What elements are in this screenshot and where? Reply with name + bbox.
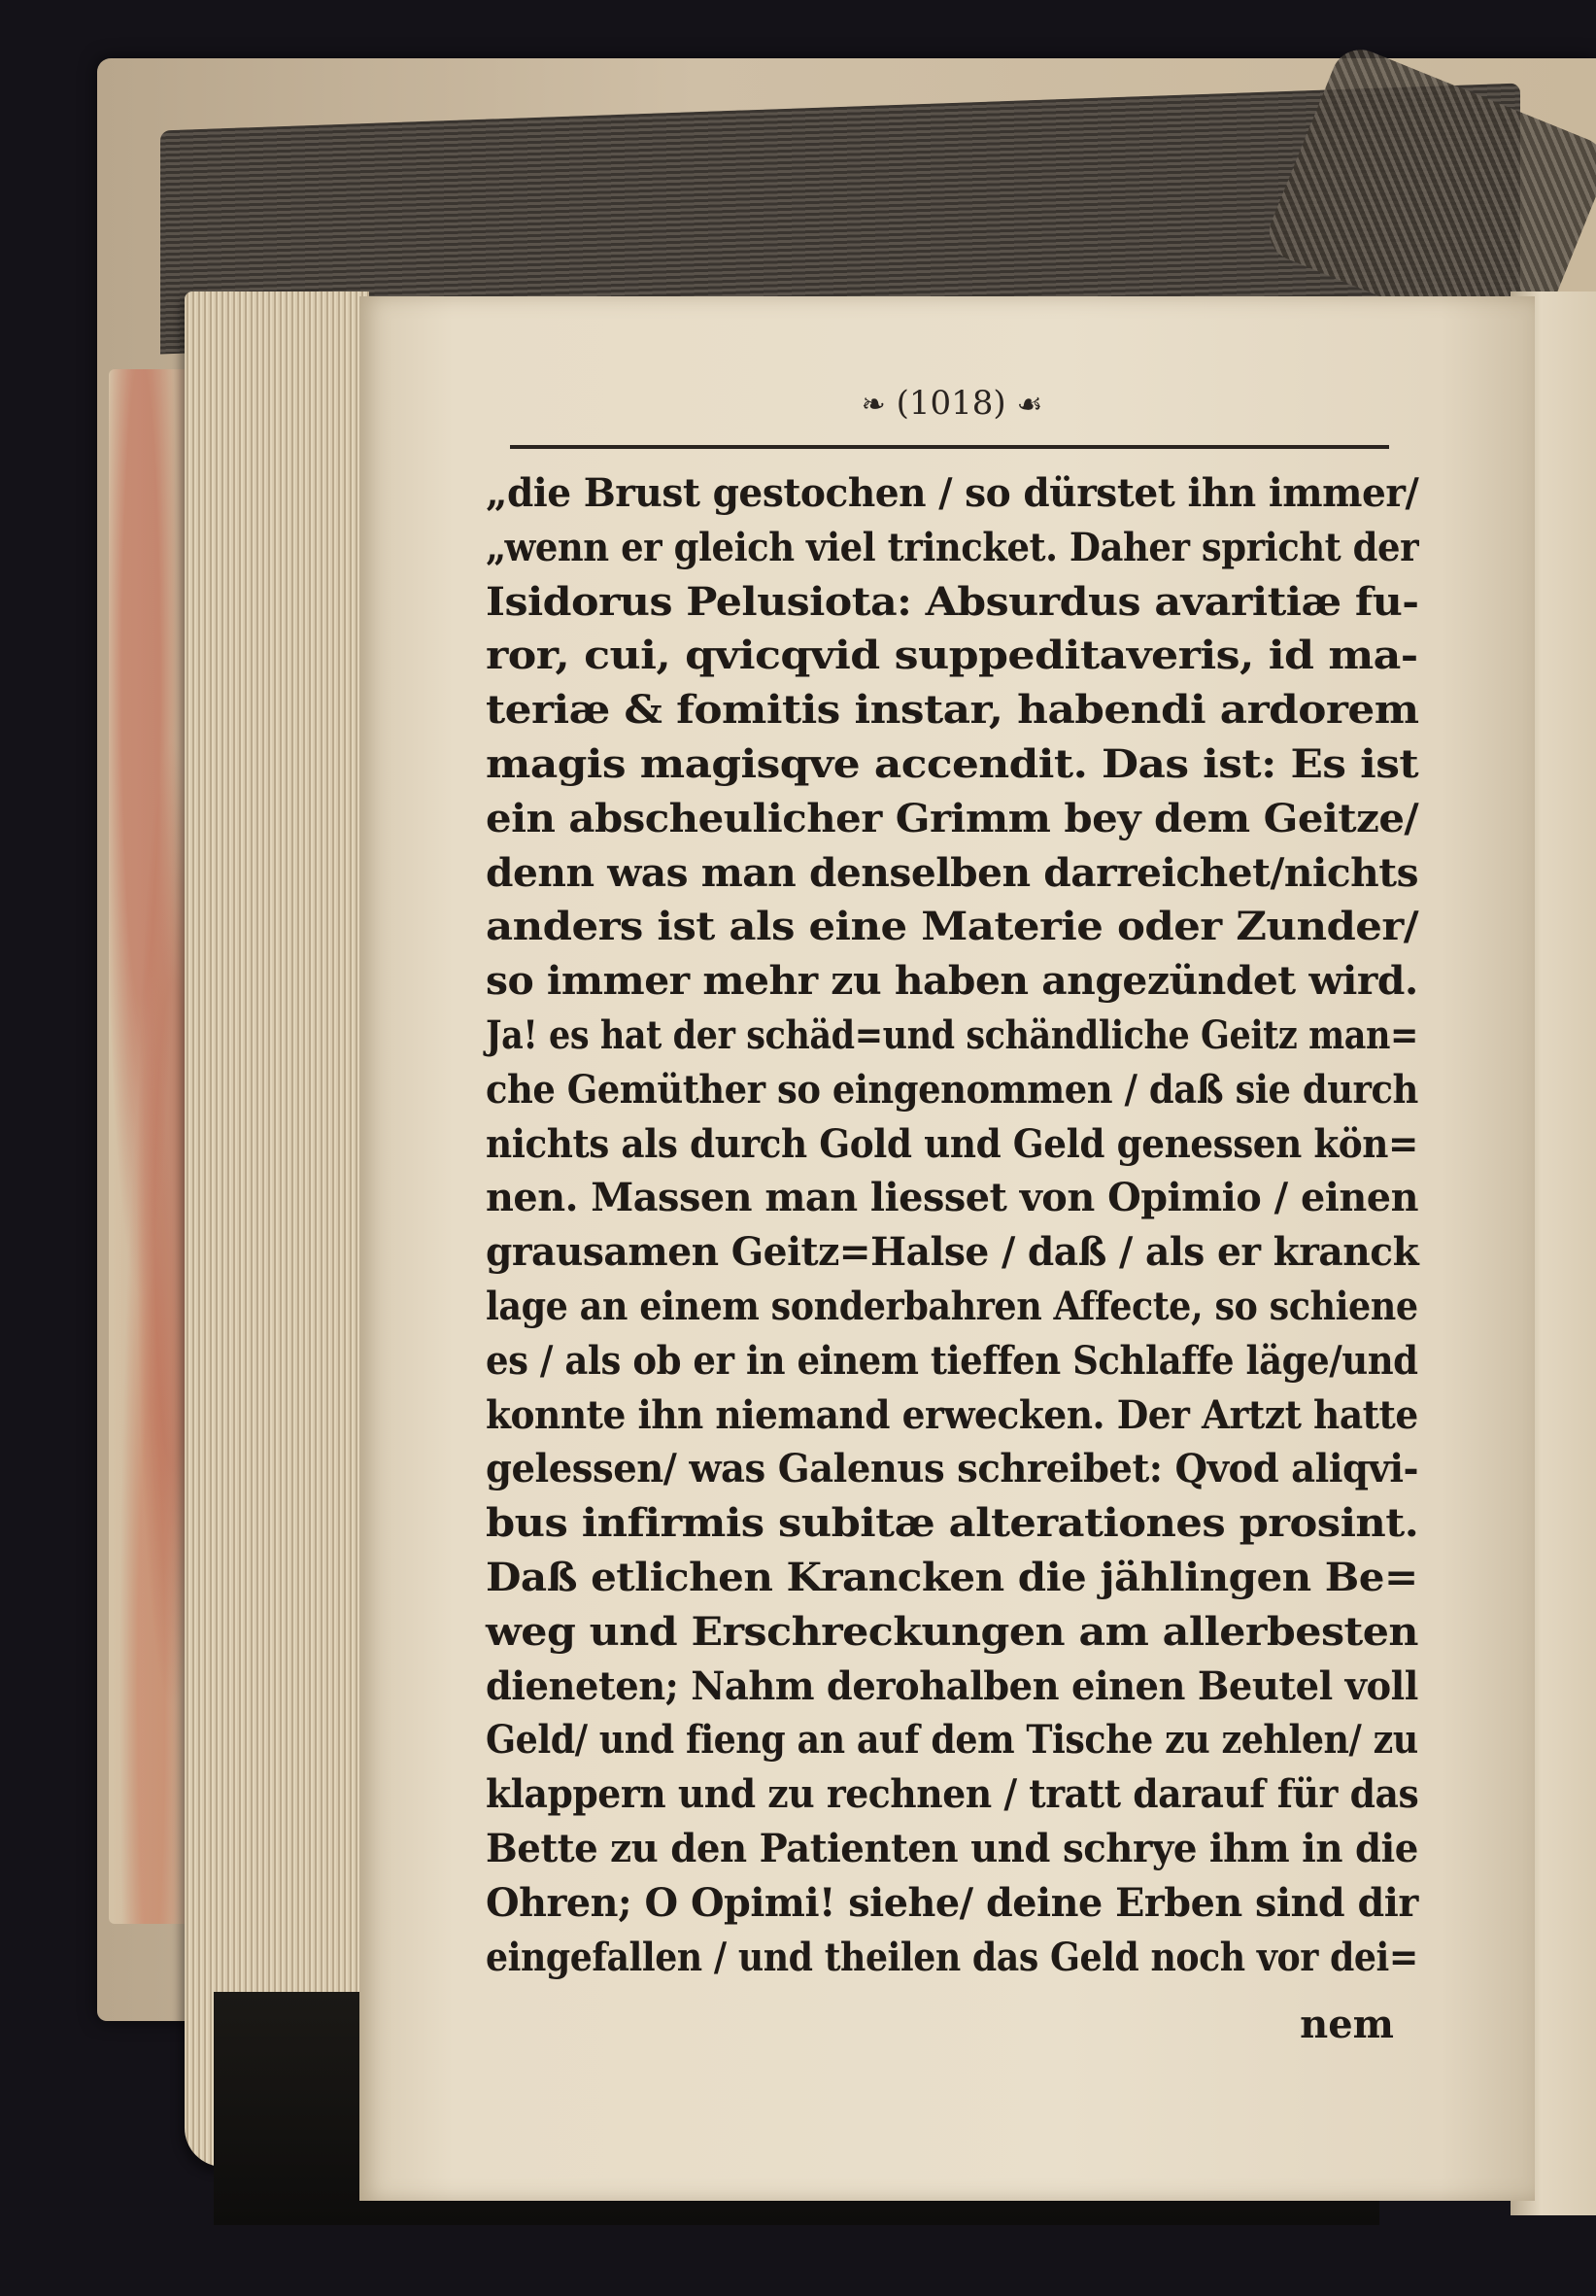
- text-line: klappern und zu rechnen / tratt darauf für das: [486, 1771, 1419, 1818]
- text-line: grausamen Geitz=Halse / daß / als er kranck: [486, 1229, 1419, 1276]
- page-stack-edge: [185, 291, 369, 2167]
- text-line: bus infirmis subitæ alterationes prosint.: [486, 1500, 1419, 1547]
- header-rule: [510, 445, 1389, 449]
- text-line: eingefallen / und theilen das Geld noch vor dei=: [486, 1934, 1418, 1980]
- text-line: ein abscheulicher Grimm bey dem Geitze/: [486, 795, 1419, 841]
- text-line: che Gemüther so eingenommen / daß sie durch: [486, 1066, 1418, 1113]
- text-line: ror, cui, qvicqvid suppeditaveris, id ma-: [486, 633, 1418, 679]
- catchword: nem: [1300, 2002, 1394, 2047]
- page-header: [826, 384, 1078, 432]
- page-text: [486, 466, 1418, 1984]
- text-line: so immer mehr zu haben angezündet wird.: [486, 958, 1418, 1005]
- text-line: nichts als durch Gold und Geld genessen kön=: [486, 1120, 1418, 1167]
- page-number: (1018): [896, 384, 1006, 423]
- text-line: lage an einem sonderbahren Affecte, so schiene: [486, 1283, 1418, 1329]
- text-line: anders ist als eine Materie oder Zunder/: [486, 904, 1419, 950]
- ornament-right-icon: ☙: [1016, 388, 1043, 422]
- ornament-left-icon: ❧: [861, 388, 886, 422]
- text-line: konnte ihn niemand erwecken. Der Artzt hatte: [486, 1391, 1418, 1438]
- text-line: Isidorus Pelusiota: Absurdus avaritiæ fu-: [486, 578, 1419, 625]
- text-line: Bette zu den Patienten und schrye ihm in die: [486, 1825, 1418, 1871]
- text-line: „wenn er gleich viel trincket. Daher spricht der: [486, 524, 1419, 570]
- text-line: nen. Massen man liesset von Opimio / einen: [486, 1175, 1419, 1221]
- text-line: dieneten; Nahm derohalben einen Beutel voll: [486, 1662, 1418, 1709]
- text-line: Daß etlichen Krancken die jählingen Be=: [486, 1554, 1418, 1600]
- text-line: gelessen/ was Galenus schreibet: Qvod aliqvi-: [486, 1446, 1419, 1492]
- text-line: „die Brust gestochen / so dürstet ihn immer/: [486, 470, 1419, 516]
- text-line: Ohren; O Opimi! siehe/ deine Erben sind dir: [486, 1879, 1418, 1926]
- text-line: teriæ & fomitis instar, habendi ardorem: [486, 687, 1419, 734]
- text-line: Ja! es hat der schäd=und schändliche Geitz man=: [486, 1011, 1418, 1058]
- text-line: Geld/ und fieng an auf dem Tische zu zehlen/ zu: [486, 1717, 1418, 1764]
- text-line: denn was man denselben darreichet/nichts: [486, 849, 1418, 896]
- text-line: weg und Erschreckungen am allerbesten: [486, 1608, 1418, 1655]
- text-line: es / als ob er in einem tieffen Schlaffe läge/und: [486, 1337, 1418, 1384]
- text-line: magis magisqve accendit. Das ist: Es ist: [486, 740, 1419, 787]
